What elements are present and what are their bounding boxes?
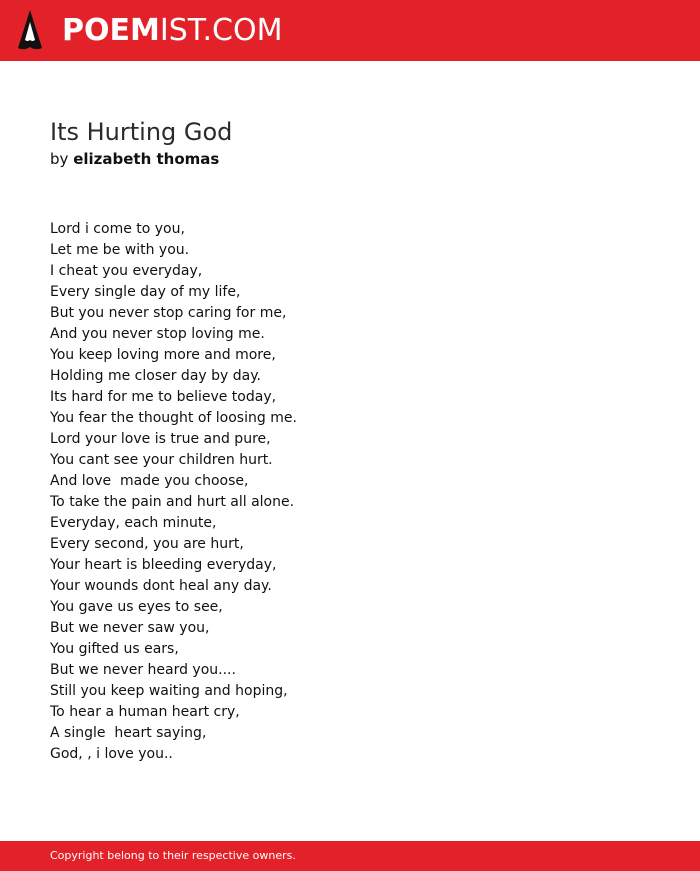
logo-text-bold: POEM <box>62 13 160 48</box>
byline <box>50 149 219 169</box>
poem-line: And you never stop loving me. <box>50 326 265 342</box>
poem-line: You gifted us ears, <box>50 641 179 657</box>
poem-line: To hear a human heart cry, <box>50 704 240 720</box>
poem-line: Every second, you are hurt, <box>50 536 244 552</box>
poem-line: But you never stop caring for me, <box>50 305 287 321</box>
poem-line: Your wounds dont heal any day. <box>50 578 272 594</box>
poem-line: You gave us eyes to see, <box>50 599 223 615</box>
by-label: by <box>50 150 69 168</box>
poem-body <box>50 219 297 765</box>
poem-line: But we never heard you.... <box>50 662 236 678</box>
poem-line: Its hard for me to believe today, <box>50 389 277 405</box>
poem-line: But we never saw you, <box>50 620 210 636</box>
site-logo[interactable] <box>62 13 282 49</box>
poem-line: Still you keep waiting and hoping, <box>50 683 288 699</box>
poem-line: Let me be with you. <box>50 242 190 258</box>
poem-line: Lord i come to you, <box>50 221 185 237</box>
copyright-text: Copyright belong to their respective owners. <box>50 849 296 862</box>
poem-line: You keep loving more and more, <box>50 347 276 363</box>
poem-line: God, , i love you.. <box>50 746 173 762</box>
poem-title: Its Hurting God <box>50 118 233 146</box>
poem-line: Holding me closer day by day. <box>50 368 261 384</box>
poem-line: To take the pain and hurt all alone. <box>50 494 295 510</box>
site-header <box>0 0 700 61</box>
poem-line: And love made you choose, <box>50 473 249 489</box>
poem-line: Everyday, each minute, <box>50 515 217 531</box>
logo-text-light: IST.COM <box>159 13 283 48</box>
pencil-logo-icon[interactable] <box>18 10 42 51</box>
poem-line: You cant see your children hurt. <box>50 452 273 468</box>
poem-line: Every single day of my life, <box>50 284 241 300</box>
poem-line: You fear the thought of loosing me. <box>50 410 297 426</box>
poem-line: Your heart is bleeding everyday, <box>50 557 277 573</box>
poem-line: I cheat you everyday, <box>50 263 203 279</box>
poem-line: Lord your love is true and pure, <box>50 431 271 447</box>
site-footer <box>0 841 700 871</box>
poem-line: A single heart saying, <box>50 725 207 741</box>
author-name: elizabeth thomas <box>73 150 220 168</box>
